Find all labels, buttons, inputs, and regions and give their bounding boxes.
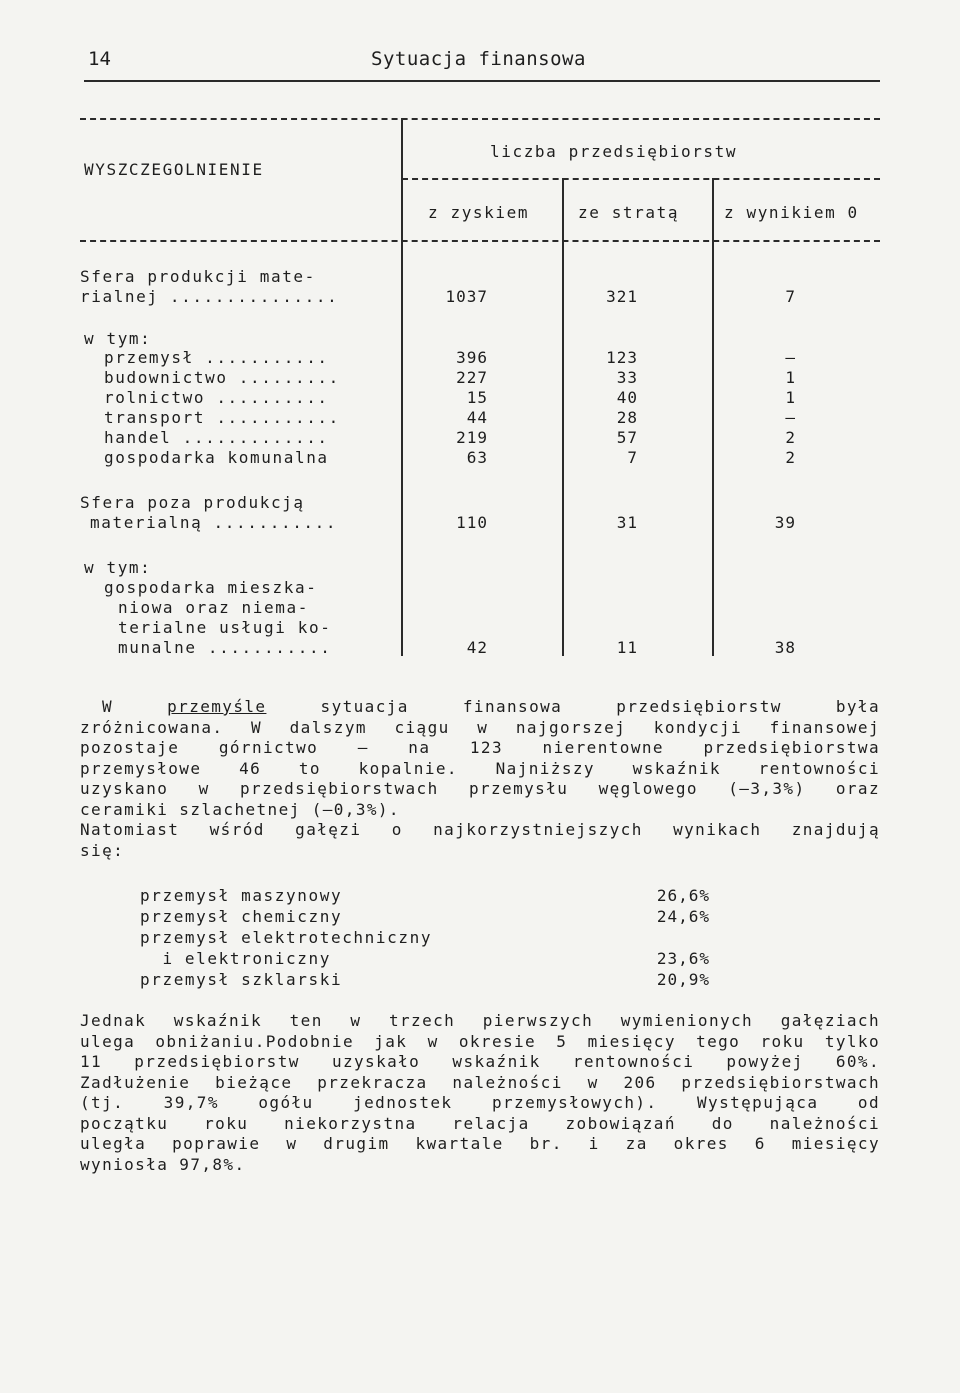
cell-zero: 7 [785, 287, 796, 306]
table-group-label: liczba przedsiębiorstw [490, 142, 738, 161]
paragraph-line: się: [80, 840, 125, 860]
list-item-value: 26,6% [656, 886, 710, 905]
table-header-rule [80, 240, 880, 242]
cell-loss: 40 [616, 388, 638, 407]
row-label: handel ............. [104, 428, 329, 447]
cell-profit: 219 [456, 428, 488, 447]
cell-profit: 15 [466, 388, 488, 407]
paragraph-line: ulega obniżaniu.Podobnie jak w okresie 5 miesięcy tego roku tylko [80, 1031, 880, 1051]
paragraph-line: (tj. 39,7% ogółu jednostek przemysłowych). Występująca od [80, 1093, 880, 1112]
paragraph-line: uległa poprawie w drugim kwartale br. i za okres 6 miesięcy [80, 1134, 880, 1153]
paragraph-line: uzyskano w przedsiębiorstwach przemysłu węglowego (–3,3%) oraz [80, 779, 880, 798]
cell-zero: – [785, 348, 796, 367]
cell-profit: 42 [466, 638, 488, 657]
row-label: terialne usługi ko- [118, 618, 332, 637]
cell-loss: 33 [616, 368, 638, 387]
cell-zero: 2 [785, 428, 796, 447]
cell-profit: 227 [456, 368, 488, 387]
paragraph-line: Zadłużenie bieżące przekracza należności w 206 przedsiębiorstwach [80, 1072, 880, 1092]
row-label: budownictwo ......... [104, 368, 340, 387]
underlined-word: przemyśle [167, 697, 267, 716]
cell-zero: 2 [785, 448, 796, 467]
list-item-label: przemysł chemiczny [140, 907, 343, 926]
paragraph-line: zróżnicowana. W dalszym ciągu w najgorszej kondycji finansowej [80, 717, 880, 737]
paragraph-line: wyniosła 97,8%. [80, 1154, 246, 1174]
group-underline [402, 178, 880, 180]
cell-zero: 38 [774, 638, 796, 657]
page-number: 14 [88, 48, 111, 70]
paragraph-line: Natomiast wśród gałęzi o najkorzystniejszych wynikach znajdują [80, 820, 880, 839]
paragraph-line: ceramiki szlachetnej (–0,3%). [80, 799, 400, 819]
col-divider-2 [712, 178, 714, 656]
paragraph-line-rest: sytuacja finansowa przedsiębiorstw była [266, 697, 880, 716]
cell-profit: 396 [456, 348, 488, 367]
row-label: Sfera produkcji mate- [80, 267, 316, 286]
row-label: w tym: [84, 329, 152, 348]
cell-loss: 11 [616, 638, 638, 657]
page-title: Sytuacja finansowa [371, 48, 586, 70]
cell-zero: 1 [785, 368, 796, 387]
paragraph-line: Jednak wskaźnik ten w trzech pierwszych wymienionych gałęziach [80, 1011, 880, 1030]
cell-profit: 63 [466, 448, 488, 467]
table-head-label: WYSZCZEGOLNIENIE [84, 160, 264, 179]
page-header [88, 48, 880, 82]
cell-zero: 1 [785, 388, 796, 407]
row-label: w tym: [84, 558, 152, 577]
row-label: rolnictwo .......... [104, 388, 329, 407]
cell-loss: 321 [606, 287, 638, 306]
col-header-profit: z zyskiem [428, 203, 530, 222]
cell-loss: 28 [616, 408, 638, 427]
list-item-value: 23,6% [656, 949, 710, 968]
list-item-value: 20,9% [656, 970, 710, 989]
cell-zero: – [785, 408, 796, 427]
list-item-label: przemysł elektrotechniczny [140, 928, 433, 947]
cell-zero: 39 [774, 513, 796, 532]
col-header-loss: ze stratą [578, 203, 680, 222]
row-label: niowa oraz niema- [118, 598, 309, 617]
cell-loss: 7 [627, 448, 638, 467]
row-label: rialnej ............... [80, 287, 339, 306]
table-divider-main [401, 118, 403, 656]
col-header-zero: z wynikiem 0 [724, 203, 859, 222]
paragraph-line: początku roku niekorzystna relacja zobowiązań do należności [80, 1113, 880, 1133]
paragraph-1 [80, 697, 880, 861]
cell-loss: 57 [616, 428, 638, 447]
cell-profit: 110 [456, 513, 488, 532]
list-item-label: przemysł szklarski [140, 970, 343, 989]
row-label: gospodarka mieszka- [104, 578, 318, 597]
row-label: przemysł ........... [104, 348, 329, 367]
paragraph-line: 11 przedsiębiorstw uzyskało wskaźnik rentowności powyżej 60%. [80, 1052, 880, 1071]
list-item-value: 24,6% [656, 907, 710, 926]
paragraph-2 [80, 1011, 880, 1175]
paragraph-line [80, 697, 880, 718]
row-label: transport ........... [104, 408, 340, 427]
header-rule [84, 80, 880, 82]
cell-loss: 31 [616, 513, 638, 532]
row-label: materialną ........... [90, 513, 338, 532]
table-top-rule [80, 118, 880, 120]
cell-loss: 123 [606, 348, 638, 367]
list-item-label: i elektroniczny [140, 949, 331, 968]
list-item-label: przemysł maszynowy [140, 886, 343, 905]
cell-profit: 1037 [445, 287, 488, 306]
row-label: Sfera poza produkcją [80, 493, 305, 512]
row-label: gospodarka komunalna [104, 448, 329, 467]
paragraph-line: przemysłowe 46 to kopalnie. Najniższy wskaźnik rentowności [80, 758, 880, 778]
paragraph-line: pozostaje górnictwo – na 123 nierentowne przedsiębiorstwa [80, 738, 880, 757]
col-divider-1 [562, 178, 564, 656]
row-label: munalne ........... [118, 638, 332, 657]
cell-profit: 44 [466, 408, 488, 427]
paragraph-line-prefix: W [102, 697, 168, 716]
